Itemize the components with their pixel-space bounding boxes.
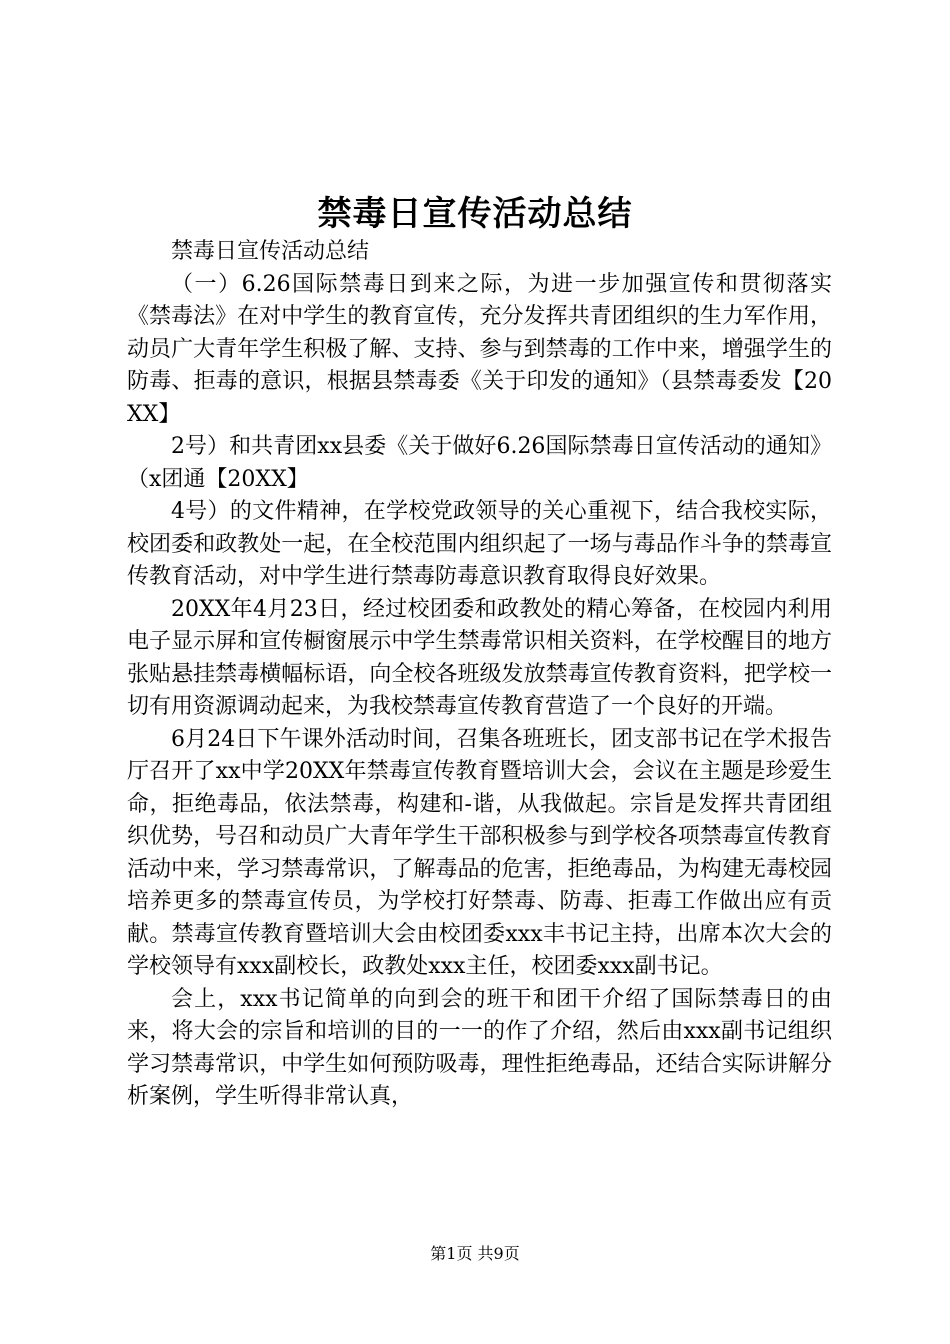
paragraph: 6月24日下午课外活动时间，召集各班班长，团支部书记在学术报告厅召开了xx中学20XX年禁毒宣传教育暨培训大会，会议在主题是珍爱生命，拒绝毒品，依法禁毒，构建和-谐，从我做起。宗旨是发挥共青团组织优势，号召和动员广大青年学生干部积极参与到学校各项禁毒宣传教育活动中来，学习禁毒常识，了解毒品的危害，拒绝毒品，为构建无毒校园培养更多的禁毒宣传员，为学校打好禁毒、防毒、拒毒工作做出应有贡献。禁毒宣传教育暨培训大会由校团委xxx丰书记主持，出席本次大会的学校领导有xxx副校长，政教处xxx主任，校团委xxx副书记。 bbox=[127, 726, 832, 979]
paragraph: 4号）的文件精神，在学校党政领导的关心重视下，结合我校实际，校团委和政教处一起，在全校范围内组织起了一场与毒品作斗争的禁毒宣传教育活动，对中学生进行禁毒防毒意识教育取得良好效果。 bbox=[127, 499, 832, 589]
paragraph: 20XX年4月23日，经过校团委和政教处的精心筹备，在校园内利用电子显示屏和宣传橱窗展示中学生禁毒常识相关资料，在学校醒目的地方张贴悬挂禁毒横幅标语，向全校各班级发放禁毒宣传教育资料，把学校一切有用资源调动起来，为我校禁毒宣传教育营造了一个良好的开端。 bbox=[127, 596, 832, 719]
paragraph: 会上，xxx书记简单的向到会的班干和团干介绍了国际禁毒日的由来，将大会的宗旨和培训的目的一一的作了介绍，然后由xxx副书记组织学习禁毒常识，中学生如何预防吸毒，理性拒绝毒品，还结合实际讲解分析案例，学生听得非常认真， bbox=[127, 986, 832, 1109]
paragraph: 2号）和共青团xx县委《关于做好6.26国际禁毒日宣传活动的通知》（x团通【20XX】 bbox=[127, 434, 832, 492]
paragraph: （一）6.26国际禁毒日到来之际，为进一步加强宣传和贯彻落实《禁毒法》在对中学生的教育宣传，充分发挥共青团组织的生力军作用，动员广大青年学生积极了解、支持、参与到禁毒的工作中来，增强学生的防毒、拒毒的意识，根据县禁毒委《关于印发的通知》（县禁毒委发【20XX】 bbox=[127, 271, 832, 427]
page-footer: 第1页 共9页 bbox=[430, 1244, 520, 1263]
document-title: 禁毒日宣传活动总结 bbox=[317, 194, 633, 234]
paragraph: 禁毒日宣传活动总结 bbox=[171, 239, 370, 264]
document-body bbox=[127, 236, 832, 1114]
